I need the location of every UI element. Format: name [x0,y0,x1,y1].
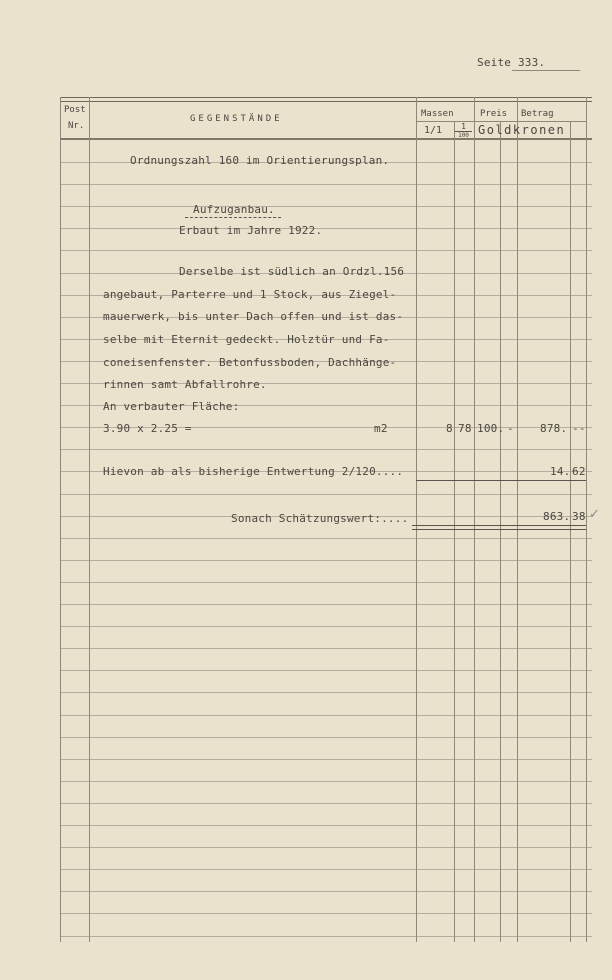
page-number-value: 333. [517,56,546,69]
header-betrag: Betrag [521,109,554,119]
ruled-line [60,737,592,738]
col-line-preis [474,97,475,942]
ruled-line [60,494,592,495]
ruled-line [60,626,592,627]
desc-line-1: Derselbe ist südlich an Ordzl.156 [179,265,405,278]
total-double-rule [412,525,586,530]
header-gegenstaende: GEGENSTÄNDE [190,114,283,124]
header-massen-whole: 1/1 [424,125,443,136]
check-mark: ✓ [589,507,600,522]
price-fraction: - [507,422,514,435]
col-line-left [60,97,61,942]
ruled-line [60,825,592,826]
ruled-line [60,847,592,848]
ruled-line [60,538,592,539]
header-subrule [416,121,586,122]
ruled-line [60,936,592,937]
col-line-post [89,97,90,942]
total-fraction: 38 [572,510,586,523]
header-preis: Preis [480,109,508,119]
amount1-whole: 878. [540,422,568,435]
col-line-massen-sub [454,121,455,942]
ruled-line [60,582,592,583]
price-whole: 100. [477,422,505,435]
ruled-line [60,715,592,716]
built-year-line: Erbaut im Jahre 1922. [179,224,323,237]
header-nr: Nr. [68,121,85,131]
total-whole: 863. [543,510,571,523]
mass-fraction: 78 [458,422,472,435]
page-number-underline [512,70,580,71]
ruled-line [60,604,592,605]
ruled-line [60,692,592,693]
table-top-border [60,97,592,102]
col-line-preis-sub [500,121,501,942]
desc-line-6: rinnen samt Abfallrohre. [103,378,267,391]
ruled-line [60,803,592,804]
building-title: Aufzuganbau. [193,203,275,216]
title-underline [185,217,281,219]
ruled-line [60,449,592,450]
desc-line-3: mauerwerk, bis unter Dach offen und ist das- [103,310,404,323]
ordnungszahl-line: Ordnungszahl 160 im Orientierungsplan. [130,154,390,167]
fraction-denominator: 100 [458,132,469,139]
header-currency: Goldkronen [478,123,566,137]
page-label: Seite [477,56,512,69]
fraction-numerator: 1 [455,123,472,132]
ruled-line [60,891,592,892]
ruled-line [60,670,592,671]
subtotal-rule [416,480,586,481]
area-label: An verbauter Fläche: [103,400,240,413]
header-massen: Massen [421,109,454,119]
ruled-line [60,759,592,760]
ruled-line [60,184,592,185]
mass-whole: 8 [446,422,453,435]
amount2-fraction: 62 [572,465,586,478]
col-line-right [586,97,587,942]
ruled-line [60,228,592,229]
header-bottom-border [60,138,592,140]
ruled-line [60,206,592,207]
page-number [477,56,545,70]
ruled-line [60,648,592,649]
ruled-line [60,781,592,782]
desc-line-4: selbe mit Eternit gedeckt. Holztür und Fa- [103,333,390,346]
desc-line-5: coneisenfenster. Betonfussboden, Dachhänge- [103,356,397,369]
amount1-fraction: -- [572,422,586,435]
col-line-betrag [517,97,518,942]
deduction-label: Hievon ab als bisherige Entwertung 2/120.... [103,465,404,478]
col-line-betrag-sub [570,121,571,942]
total-label: Sonach Schätzungswert:.... [231,512,409,525]
header-post: Post [64,105,86,115]
ruled-line [60,913,592,914]
ruled-line [60,869,592,870]
calculation: 3.90 x 2.25 = [103,422,192,435]
ruled-line [60,250,592,251]
ruled-line [60,560,592,561]
amount2-whole: 14. [550,465,571,478]
header-massen-fraction [455,123,472,140]
desc-line-2: angebaut, Parterre und 1 Stock, aus Ziegel- [103,288,397,301]
unit-m2: m2 [374,422,388,435]
col-line-massen [416,97,417,942]
